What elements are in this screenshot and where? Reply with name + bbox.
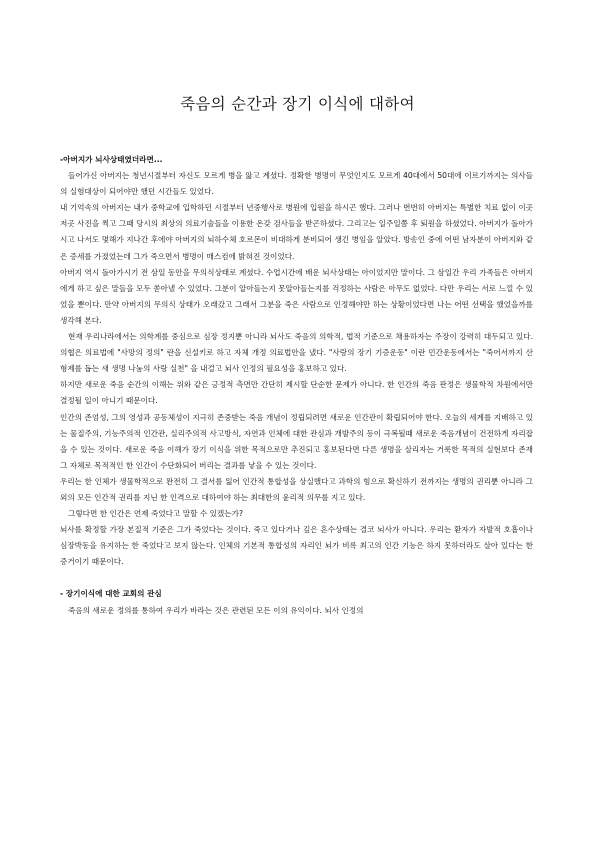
paragraph: 인간의 존엄성, 그의 영성과 공동체성이 지극히 존중받는 죽음 개념이 정립되려면 새로운 인간관이 확립되어야 한다. 오늘의 세계를 지배하고 있는 물질주의, 기능주의적 인간관, 실리주의적 사고방식, 자연과 인체에 대한 관심과 개발주의 등이 극복될때 새로운 죽음개념이 건전하게 자리잡을 수 있는 것이다. 새로운 죽음 이해가 장기 이식을 위한 목적으로만 추진되고 홍보된다면 다른 생명을 살리자는 거룩한 목적의 실현보다 존재 그 자체로 목적적인 한 인간이 수단화되어 버리는 결과를 낳을 수 있는 것이다. — [60, 412, 533, 470]
section-heading: - 장기이식에 대한 교회의 관심 — [60, 589, 162, 599]
paragraph: 아버지 역시 돌아가시기 전 삼일 동안을 무의식상태로 계셨다. 수업시간에 배운 뇌사상태는 아이었지만 말이다. 그 삼일간 우리 가족들은 아버지에게 하고 싶은 말들을 모두 쏟아낼 수 있었다. 그분이 알아들는지 못알아들는지를 걱정하는 사람은 아무도 없었다. 다만 우리는 서로 느낄 수 있었을 뿐이다. 만약 아버지의 무의식 상태가 오래갔고 그래서 그분을 죽은 사람으로 인정해야만 하는 상황이었다면 나는 어떤 선택을 했었을까를 생각해 본다. — [60, 267, 533, 325]
paragraph: 죽음의 새로운 정의를 통하여 우리가 바라는 것은 관련된 모든 이의 유익이다. 뇌사 인정의 — [68, 605, 364, 615]
section-spacer — [60, 570, 533, 586]
paragraph: 내 기억속의 아버지는 내가 중학교에 입학하던 시절부터 년중행사로 병원에 입원을 하시곤 했다. 그러나 번번히 아버지는 특별한 치료 없이 이곳저곳 사진을 찍고 그때 당시의 최상의 의료기술들을 이용한 온갖 검사들을 받곤하셨다. 그리고는 일주일쯤 후 퇴원을 하셨었다. 아버지가 돌아가시고 나서도 몇해가 지나간 후에야 아버지의 뇌하수체 호르몬이 비대하게 분비되어 생긴 병임을 알았다. 방송인 중에 어떤 남자분이 아버지와 같은 증세를 가졌었는데 그가 죽으면서 병명이 매스컴에 밝혀진 것이었다. — [60, 203, 533, 261]
document-title: 죽음의 순간과 장기 이식에 대하여 — [180, 95, 415, 113]
section-heading: -아버지가 뇌사상태였더라면... — [60, 155, 163, 164]
document-body — [60, 152, 533, 619]
paragraph: 그렇다면 한 인간은 언제 죽었다고 말할 수 있겠는가? — [68, 509, 243, 519]
paragraph: 우리는 한 인체가 생물학적으로 완전히 그 결서를 잃어 인간적 통합성을 상실했다고 과학의 힘으로 확신하기 전까지는 생명의 권리뿐 아니라 그 외의 모든 인간적 권리를 지닌 한 인격으로 대하여야 하는 최대한의 윤리적 의무를 지고 있다. — [60, 476, 533, 502]
paragraph: 들어가신 아버지는 청년시절부터 자신도 모르게 병을 앓고 계셨다. 정확한 병명이 무엇인지도 모르게 40대에서 50대에 이르기까지는 의사들의 실험대상이 되어야만 했던 시간들도 있었다. — [60, 171, 533, 197]
paragraph: 뇌사를 확정할 가장 본질적 기준은 그가 죽었다는 것이다. 죽고 있다거나 깊은 혼수상태는 결코 뇌사가 아니다. 우리는 환자가 자발적 호흡이나 심장박동을 유지하는 한 죽었다고 보지 않는다. 인체의 기본적 통합성의 자리인 뇌가 비록 최고의 인간 기능은 하지 못하더라도 살아 있다는 한 증거이기 때문이다. — [60, 525, 533, 567]
paragraph: 하지만 새로운 죽음 순간의 이해는 위와 같은 긍정적 측면만 간단히 제시할 단순한 문제가 아니다. 한 인간의 죽음 판정은 생물학적 차원에서만 결정될 일이 아니기 때문이다. — [60, 380, 533, 406]
paragraph: 현재 우리나라에서는 의학계를 중심으로 심장 정지뿐 아니라 뇌사도 죽음의 의학적, 법적 기준으로 채용하자는 주장이 강력히 대두되고 있다. 의협은 의료법에 "사망의 정의" 란을 신설키로 하고 자체 개정 의료법안을 냈다. "사랑의 장기 기증운동" 이란 민간운동에서는 "죽어서까지 산 형제를 돕는 새 생명 나눔의 사랑 실천" 을 내걸고 뇌사 인정의 필요성을 홍보하고 있다. — [60, 332, 533, 374]
